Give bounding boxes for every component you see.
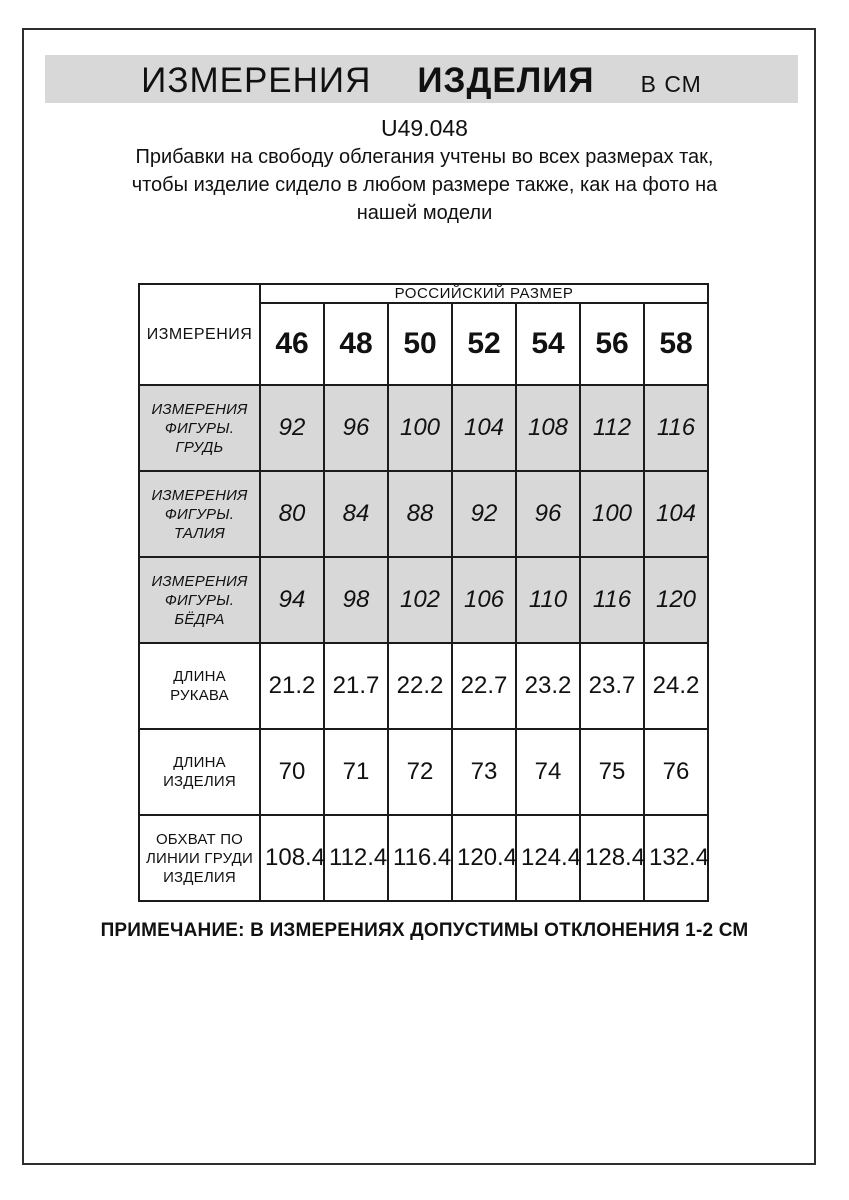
value-cell: 96 xyxy=(516,471,580,557)
value-cell: 80 xyxy=(260,471,324,557)
title-product: ИЗДЕЛИЯ xyxy=(417,61,595,100)
value-cell: 112.4 xyxy=(324,815,388,901)
value-cell: 120 xyxy=(644,557,708,643)
value-cell: 104 xyxy=(452,385,516,471)
group-header-row xyxy=(139,284,708,303)
value-cell: 132.4 xyxy=(644,815,708,901)
value-cell: 108 xyxy=(516,385,580,471)
value-cell: 124.4 xyxy=(516,815,580,901)
table-row xyxy=(139,729,708,815)
value-cell: 21.2 xyxy=(260,643,324,729)
value-cell: 72 xyxy=(388,729,452,815)
value-cell: 92 xyxy=(260,385,324,471)
description-text: Прибавки на свободу облегания учтены во всех размерах так, чтобы изделие сидело в любом размере также, как на фото на нашей модели xyxy=(131,146,718,224)
value-cell: 23.2 xyxy=(516,643,580,729)
value-cell: 73 xyxy=(452,729,516,815)
value-cell: 110 xyxy=(516,557,580,643)
value-cell: 76 xyxy=(644,729,708,815)
title-bar xyxy=(45,55,798,103)
value-cell: 74 xyxy=(516,729,580,815)
value-cell: 100 xyxy=(580,471,644,557)
size-group-header: РОССИЙСКИЙ РАЗМЕР xyxy=(260,284,708,303)
row-label: ОБХВАТ ПО ЛИНИИ ГРУДИ ИЗДЕЛИЯ xyxy=(139,815,260,901)
value-cell: 128.4 xyxy=(580,815,644,901)
table-row xyxy=(139,471,708,557)
row-label: ИЗМЕРЕНИЯ ФИГУРЫ. ГРУДЬ xyxy=(139,385,260,471)
value-cell: 108.4 xyxy=(260,815,324,901)
size-col-header: 52 xyxy=(452,303,516,385)
size-col-header: 56 xyxy=(580,303,644,385)
size-col-header: 54 xyxy=(516,303,580,385)
table-row xyxy=(139,385,708,471)
value-cell: 102 xyxy=(388,557,452,643)
value-cell: 88 xyxy=(388,471,452,557)
value-cell: 116.4 xyxy=(388,815,452,901)
value-cell: 22.7 xyxy=(452,643,516,729)
value-cell: 106 xyxy=(452,557,516,643)
size-col-header: 48 xyxy=(324,303,388,385)
table-corner-header: ИЗМЕРЕНИЯ xyxy=(139,284,260,385)
title-unit-label: В СМ xyxy=(640,71,702,97)
value-cell: 92 xyxy=(452,471,516,557)
row-label: ДЛИНА ИЗДЕЛИЯ xyxy=(139,729,260,815)
size-col-header: 46 xyxy=(260,303,324,385)
value-cell: 116 xyxy=(580,557,644,643)
table-row xyxy=(139,557,708,643)
row-label: ИЗМЕРЕНИЯ ФИГУРЫ. ТАЛИЯ xyxy=(139,471,260,557)
value-cell: 71 xyxy=(324,729,388,815)
value-cell: 24.2 xyxy=(644,643,708,729)
value-cell: 23.7 xyxy=(580,643,644,729)
value-cell: 112 xyxy=(580,385,644,471)
value-cell: 100 xyxy=(388,385,452,471)
value-cell: 94 xyxy=(260,557,324,643)
table-row xyxy=(139,643,708,729)
value-cell: 21.7 xyxy=(324,643,388,729)
value-cell: 75 xyxy=(580,729,644,815)
article-code: U49.048 xyxy=(381,115,468,141)
value-cell: 104 xyxy=(644,471,708,557)
title-measurements: ИЗМЕРЕНИЯ xyxy=(141,61,372,100)
value-cell: 96 xyxy=(324,385,388,471)
value-cell: 84 xyxy=(324,471,388,557)
value-cell: 116 xyxy=(644,385,708,471)
row-label: ДЛИНА РУКАВА xyxy=(139,643,260,729)
value-cell: 120.4 xyxy=(452,815,516,901)
size-col-header: 50 xyxy=(388,303,452,385)
note-text: ПРИМЕЧАНИЕ: В ИЗМЕРЕНИЯХ ДОПУСТИМЫ ОТКЛОНЕНИЯ 1-2 СМ xyxy=(100,920,749,941)
value-cell: 70 xyxy=(260,729,324,815)
size-table xyxy=(138,283,709,902)
value-cell: 22.2 xyxy=(388,643,452,729)
row-label: ИЗМЕРЕНИЯ ФИГУРЫ. БЁДРА xyxy=(139,557,260,643)
table-row xyxy=(139,815,708,901)
size-col-header: 58 xyxy=(644,303,708,385)
value-cell: 98 xyxy=(324,557,388,643)
